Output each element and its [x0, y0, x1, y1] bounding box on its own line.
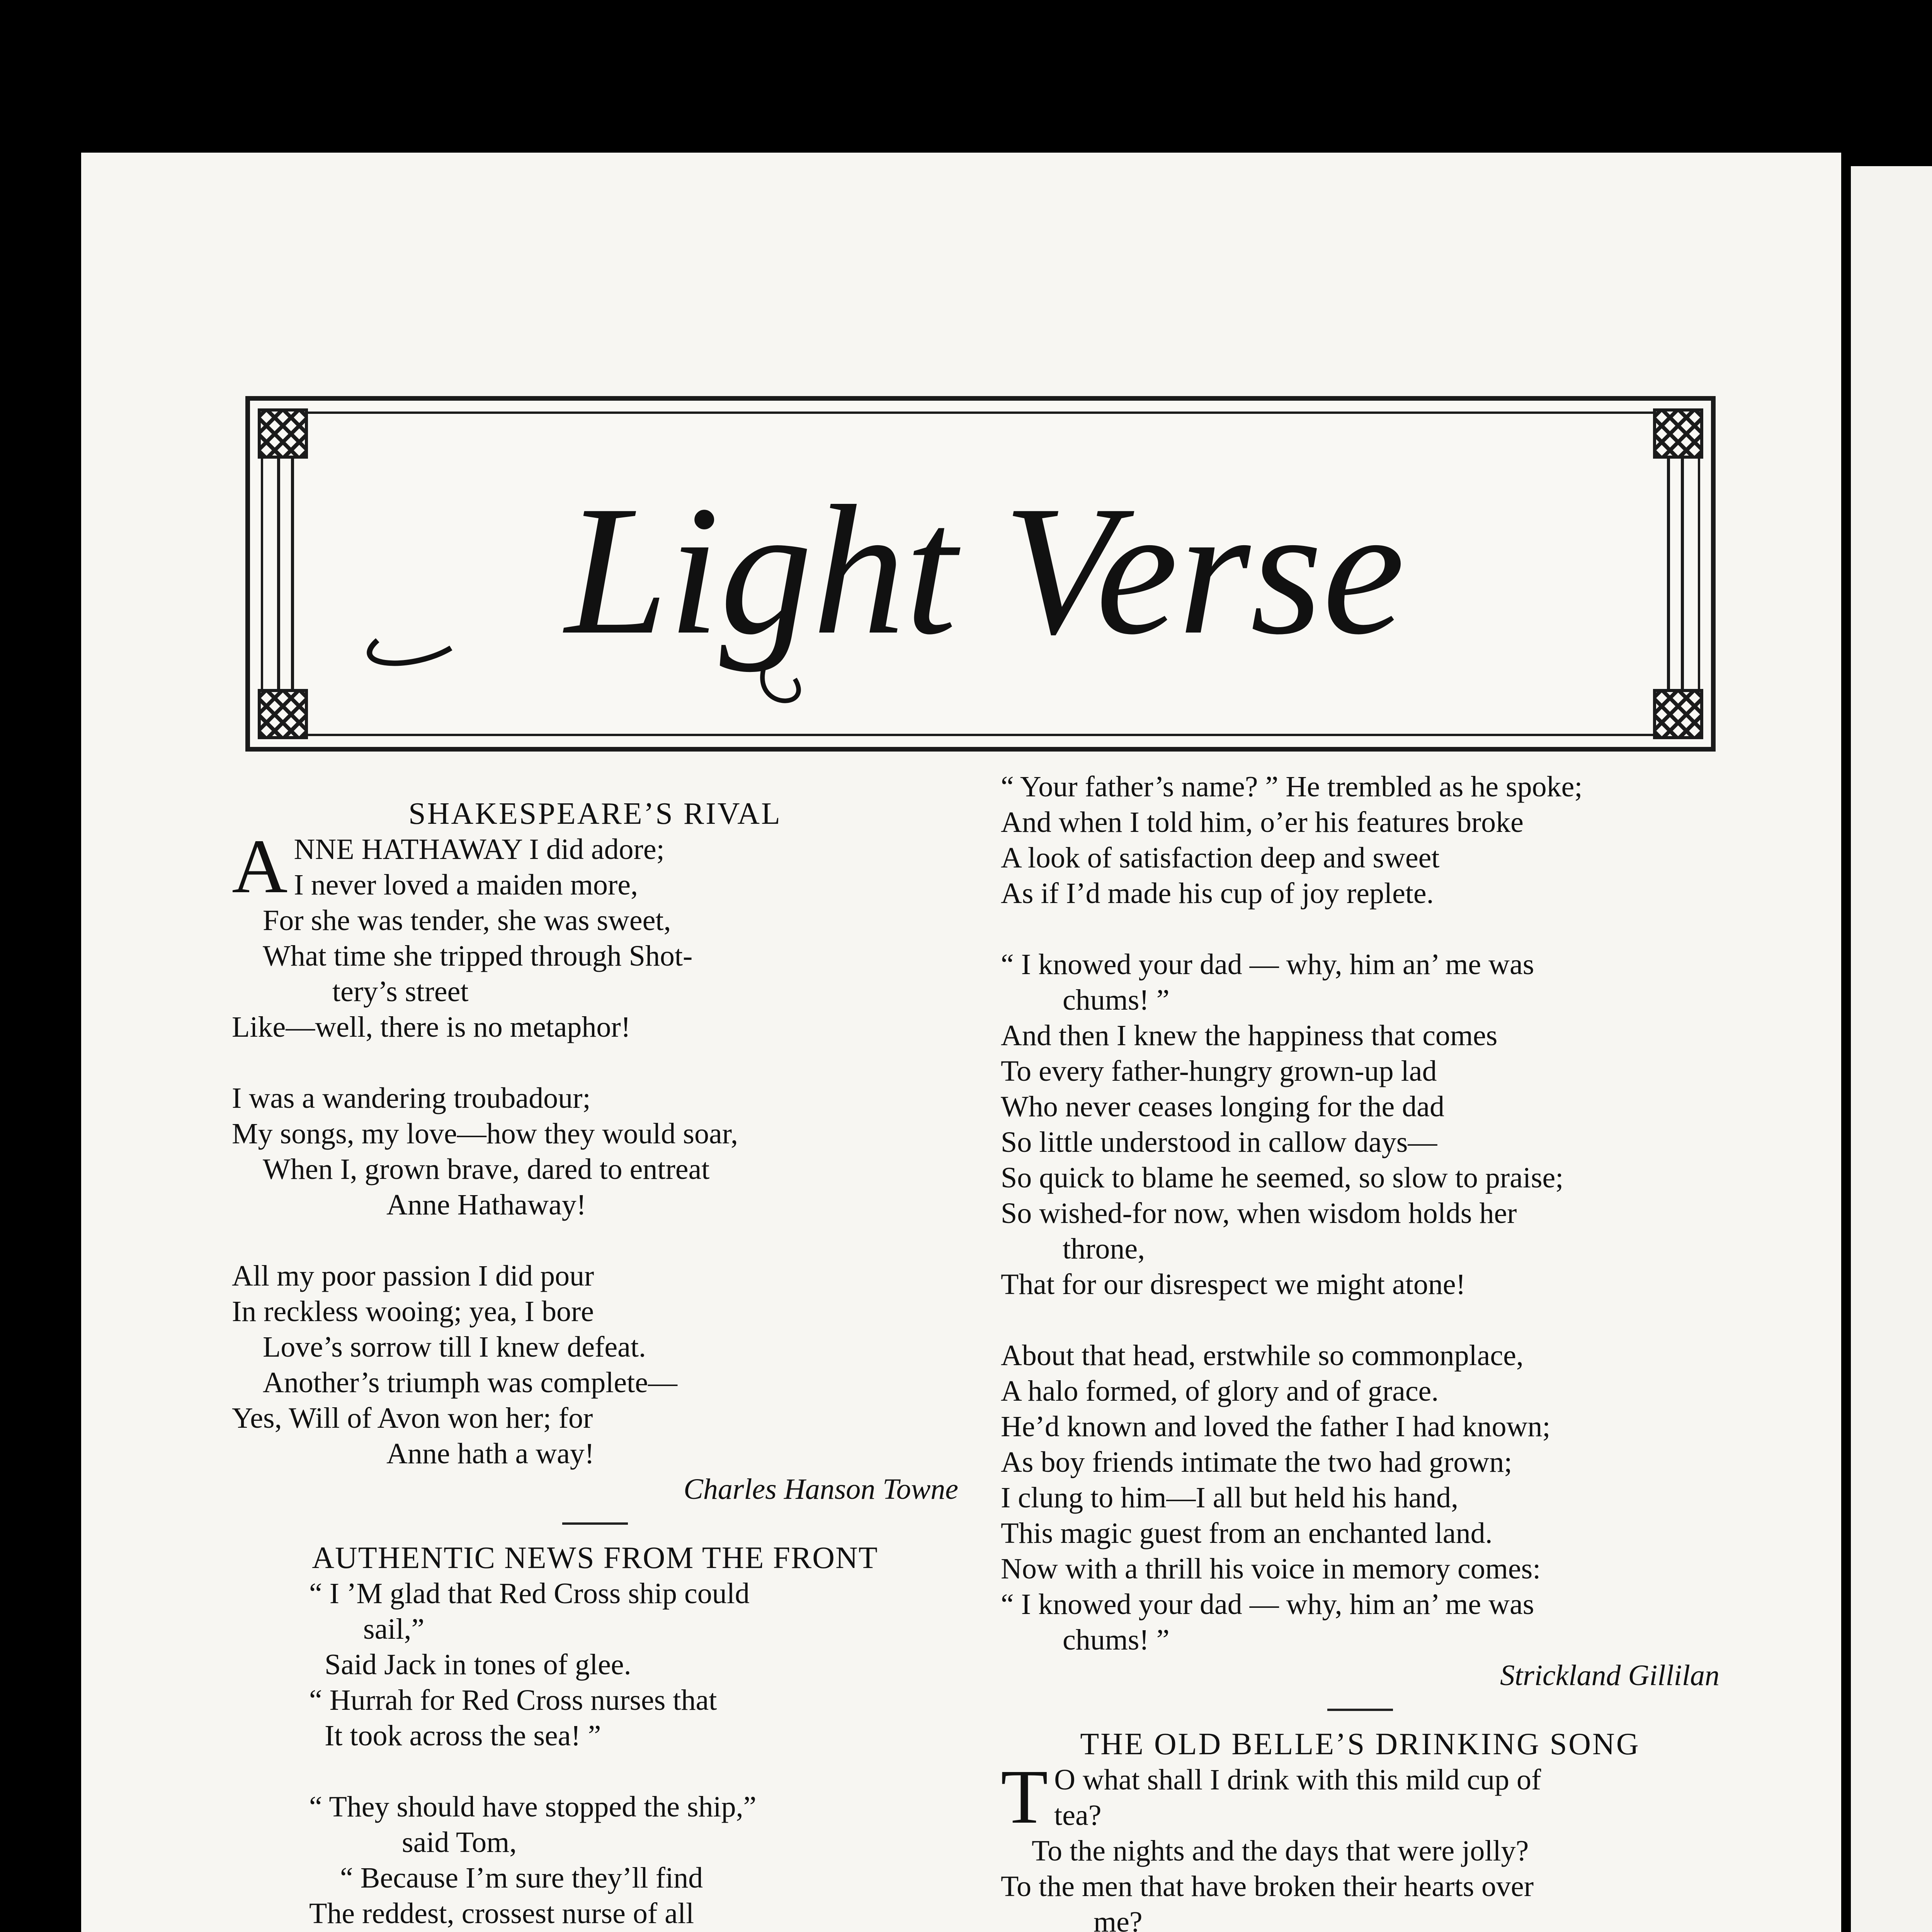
verse-line: My songs, my love—how they would soar,	[232, 1117, 738, 1150]
stanza	[1001, 1754, 1719, 1932]
verse-line: About that head, erstwhile so commonplace,	[1001, 1339, 1524, 1372]
verse-line: So wished-for now, when wisdom holds her	[1001, 1197, 1517, 1230]
poem-shakespeares-rival	[232, 796, 958, 1507]
poem-title: AUTHENTIC NEWS FROM THE FRONT	[312, 1541, 878, 1575]
left-column	[232, 796, 958, 1932]
page-title: Light Verse	[565, 467, 1405, 673]
verse-line: A halo formed, of glory and of grace.	[1001, 1375, 1439, 1407]
verse-line: “ They should have stopped the ship,”	[309, 1791, 757, 1823]
verse-line: To every father-hungry grown-up lad	[1001, 1055, 1437, 1087]
section-divider	[562, 1522, 628, 1525]
verse-line: Anne Hathaway!	[386, 1189, 587, 1221]
verse-line: “ Hurrah for Red Cross nurses that	[309, 1684, 717, 1716]
verse-line: me?	[1094, 1906, 1143, 1932]
verse-line: And when I told him, o’er his features broke	[1001, 806, 1524, 838]
poem-title: SHAKESPEARE’S RIVAL	[408, 797, 782, 831]
section-divider	[1327, 1709, 1393, 1711]
verse-line: said Tom,	[402, 1826, 517, 1859]
verse-line: “ I ’M glad that Red Cross ship could	[309, 1577, 750, 1610]
verse-line: And then I knew the happiness that comes	[1001, 1019, 1498, 1052]
verse-line: A look of satisfaction deep and sweet	[1001, 842, 1440, 874]
stanza	[232, 824, 958, 1045]
right-column	[1001, 769, 1719, 1932]
verse-line: What time she tripped through Shot-	[263, 940, 693, 972]
stanza	[1001, 769, 1719, 911]
verse-line: So little understood in callow days—	[1001, 1126, 1437, 1158]
verse-line: sail,”	[363, 1613, 425, 1645]
verse-line: NNE HATHAWAY I did adore;	[294, 833, 665, 866]
poem-author: Charles Hanson Towne	[684, 1473, 958, 1505]
verse-line: “ I knowed your dad — why, him an’ me was	[1001, 948, 1534, 981]
verse-line: As if I’d made his cup of joy replete.	[1001, 877, 1434, 910]
title-flourish-icon	[369, 640, 451, 663]
drop-cap: T	[1001, 1754, 1048, 1840]
verse-line: This magic guest from an enchanted land.	[1001, 1517, 1493, 1549]
verse-line: Yes, Will of Avon won her; for	[232, 1402, 593, 1434]
verse-line: In reckless wooing; yea, I bore	[232, 1295, 594, 1328]
verse-line: As boy friends intimate the two had grown;	[1001, 1446, 1512, 1478]
stanza	[232, 1080, 958, 1223]
verse-line: tery’s street	[332, 975, 469, 1008]
verse-line: I was a wandering troubadour;	[232, 1082, 591, 1114]
verse-line: The reddest, crossest nurse of all	[309, 1897, 694, 1930]
verse-line: Anne hath a way!	[386, 1437, 595, 1470]
drop-cap: A	[232, 824, 288, 909]
adjacent-page-edge	[1851, 166, 1932, 1932]
verse-line: To the men that have broken their hearts over	[1001, 1870, 1534, 1903]
poem-continuation	[1001, 769, 1719, 1693]
verse-line: To the nights and the days that were jolly?	[1032, 1835, 1529, 1867]
verse-line: Like—well, there is no metaphor!	[232, 1011, 631, 1043]
stanza	[1001, 947, 1719, 1302]
verse-line: chums! ”	[1063, 984, 1170, 1016]
verse-line: I clung to him—I all but held his hand,	[1001, 1481, 1459, 1514]
verse-line: “ Your father’s name? ” He trembled as he spoke;	[1001, 770, 1583, 803]
verse-line: Who never ceases longing for the dad	[1001, 1090, 1445, 1123]
verse-line: When I, grown brave, dared to entreat	[263, 1153, 710, 1185]
poem-title: THE OLD BELLE’S DRINKING SONG	[1080, 1727, 1640, 1761]
verse-line: It took across the sea! ”	[325, 1719, 601, 1752]
stanza	[232, 1789, 958, 1932]
verse-line: I never loved a maiden more,	[294, 869, 638, 901]
verse-line: Said Jack in tones of glee.	[325, 1648, 631, 1681]
verse-line: “ I knowed your dad — why, him an’ me was	[1001, 1588, 1534, 1621]
poem-author: Strickland Gillilan	[1500, 1659, 1719, 1692]
verse-line: So quick to blame he seemed, so slow to praise;	[1001, 1162, 1564, 1194]
verse-line: All my poor passion I did pour	[232, 1260, 594, 1292]
poem-old-belles-drinking-song	[1001, 1726, 1719, 1932]
verse-line: tea?	[1054, 1799, 1102, 1832]
stanza	[232, 1576, 958, 1753]
title-banner	[245, 396, 1716, 752]
stanza	[232, 1258, 958, 1471]
banner-title-art	[250, 401, 1720, 756]
verse-line: Love’s sorrow till I knew defeat.	[263, 1331, 646, 1363]
verse-line: throne,	[1063, 1233, 1145, 1265]
verse-line: “ Because I’m sure they’ll find	[340, 1862, 703, 1894]
verse-line: chums! ”	[1063, 1624, 1170, 1656]
verse-line: O what shall I drink with this mild cup of	[1054, 1764, 1541, 1796]
verse-line: Now with a thrill his voice in memory comes:	[1001, 1553, 1541, 1585]
verse-line: For she was tender, she was sweet,	[263, 904, 671, 937]
stanza	[1001, 1338, 1719, 1658]
verse-line: He’d known and loved the father I had known;	[1001, 1410, 1551, 1443]
verse-line: Another’s triumph was complete—	[263, 1366, 677, 1399]
poem-authentic-news	[232, 1540, 958, 1932]
verse-line: That for our disrespect we might atone!	[1001, 1268, 1466, 1301]
